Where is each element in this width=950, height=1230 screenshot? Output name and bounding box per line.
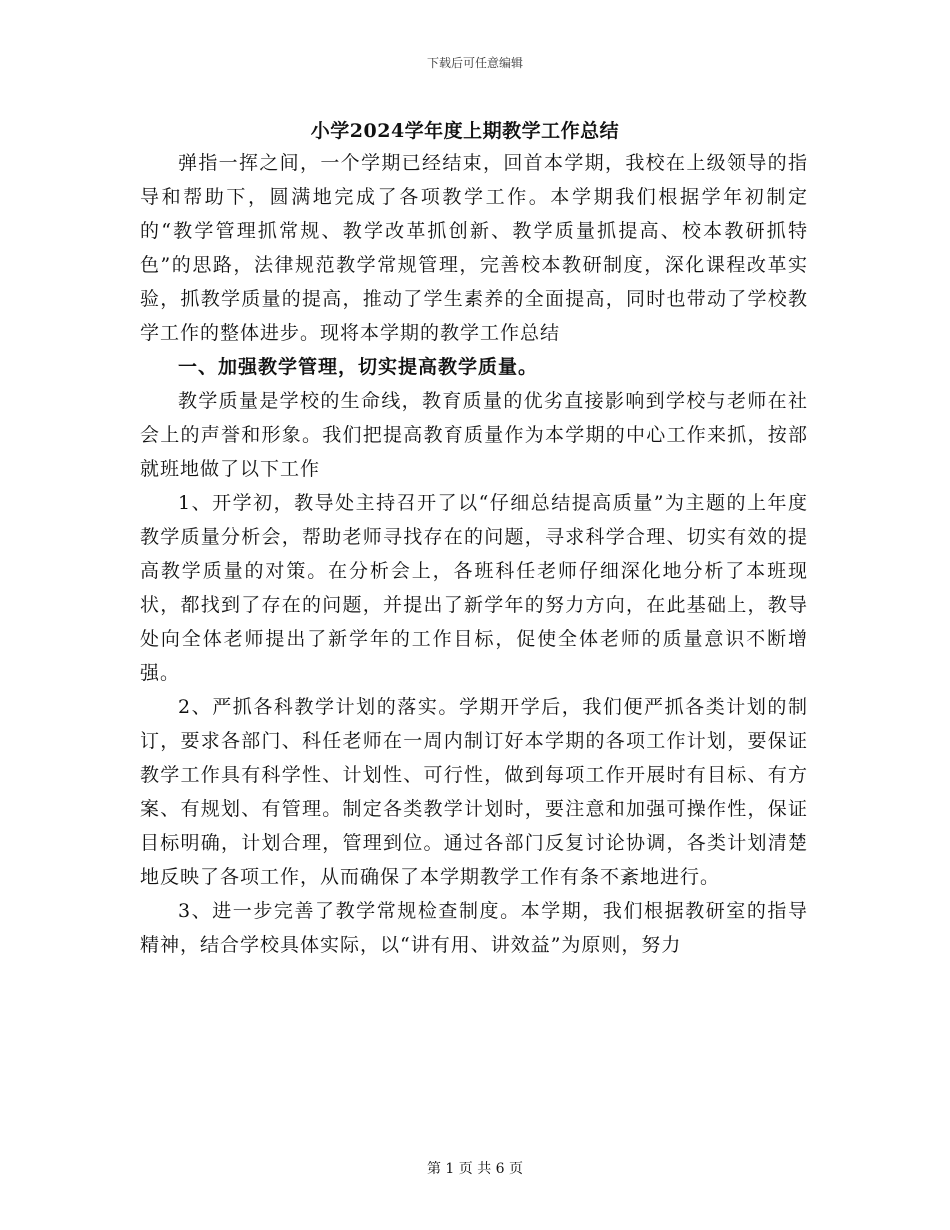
body-paragraph: 3、进一步完善了教学常规检查制度。本学期，我们根据教研室的指导精神，结合学校具体实际，以“讲有用、讲效益”为原则，努力	[140, 900, 808, 956]
document-title: 小学2024学年度上期教学工作总结	[310, 120, 620, 142]
body-paragraph: 教学质量是学校的生命线，教育质量的优劣直接影响到学校与老师在社会上的声誉和形象。我们把提高教育质量作为本学期的中心工作来抓，按部就班地做了以下工作	[140, 390, 808, 480]
body-paragraph: 1、开学初，教导处主持召开了以“仔细总结提高质量”为主题的上年度教学质量分析会，帮助老师寻找存在的问题，寻求科学合理、切实有效的提高教学质量的对策。在分析会上，各班科任老师仔细深化地分析了本班现状，都找到了存在的问题，并提出了新学年的努力方向，在此基础上，教导处向全体老师提出了新学年的工作目标，促使全体老师的质量意识不断增强。	[140, 492, 808, 684]
document-body	[140, 146, 808, 962]
body-paragraph: 2、严抓各科教学计划的落实。学期开学后，我们便严抓各类计划的制订，要求各部门、科任老师在一周内制订好本学期的各项工作计划，要保证教学工作具有科学性、计划性、可行性，做到每项工作开展时有目标、有方案、有规划、有管理。制定各类教学计划时，要注意和加强可操作性，保证目标明确，计划合理，管理到位。通过各部门反复讨论协调，各类计划清楚地反映了各项工作，从而确保了本学期教学工作有条不紊地进行。	[140, 696, 808, 888]
intro-paragraph: 弹指一挥之间，一个学期已经结束，回首本学期，我校在上级领导的指导和帮助下，圆满地完成了各项教学工作。本学期我们根据学年初制定的“教学管理抓常规、教学改革抓创新、教学质量抓提高、校本教研抓特色”的思路，法律规范教学常规管理，完善校本教研制度，深化课程改革实验，抓教学质量的提高，推动了学生素养的全面提高，同时也带动了学校教学工作的整体进步。现将本学期的教学工作总结	[140, 152, 808, 344]
section-heading: 一、加强教学管理，切实提高教学质量。	[178, 356, 539, 378]
header-note: 下载后可任意编辑	[426, 56, 523, 70]
page-number: 第 1 页 共 6 页	[426, 1161, 524, 1177]
